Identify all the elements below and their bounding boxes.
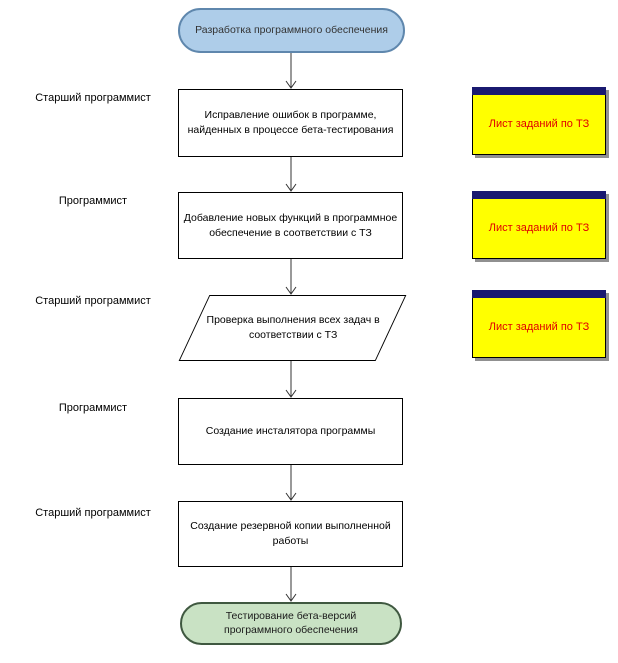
note-label: Лист заданий по ТЗ	[488, 321, 590, 333]
start-terminator	[178, 8, 405, 53]
note-card-2	[472, 191, 606, 259]
data-shape-label: Проверка выполнения всех задач в соответствии с ТЗ	[205, 314, 380, 341]
process-box-add-functions	[178, 192, 403, 259]
note-label: Лист заданий по ТЗ	[488, 118, 590, 130]
arrow-down-3	[286, 259, 296, 294]
note-card-3	[472, 290, 606, 358]
end-terminator	[180, 602, 402, 645]
role-label-3: Старший программист	[35, 295, 151, 307]
arrow-down-4	[286, 361, 296, 397]
role-label-4: Программист	[58, 402, 128, 414]
role-label-5: Старший программист	[35, 507, 151, 519]
process-box-label: Создание инсталятора программы	[205, 425, 376, 438]
arrow-down-2	[286, 157, 296, 191]
data-shape-check-tasks	[179, 295, 407, 361]
process-box-backup-work	[178, 501, 403, 567]
arrow-down-5	[286, 465, 296, 500]
arrow-down-1	[286, 53, 296, 88]
process-box-label: Создание резервной копии выполненной работы	[190, 520, 391, 547]
role-label-2: Программист	[58, 195, 128, 207]
process-box-label: Добавление новых функций в программное обеспечение в соответствии с ТЗ	[183, 211, 398, 239]
process-box-fix-bugs	[178, 89, 403, 157]
start-label: Разработка программного обеспечения	[195, 23, 388, 36]
end-label: Тестирование бета-версий программного обеспечения	[224, 609, 358, 636]
arrow-down-6	[286, 567, 296, 601]
process-box-label: Исправление ошибок в программе, найденных в процессе бета-тестирования	[187, 109, 394, 136]
process-box-create-installer	[178, 398, 403, 465]
note-card-1	[472, 87, 606, 155]
note-label: Лист заданий по ТЗ	[488, 222, 590, 234]
role-label-1: Старший программист	[35, 92, 151, 104]
